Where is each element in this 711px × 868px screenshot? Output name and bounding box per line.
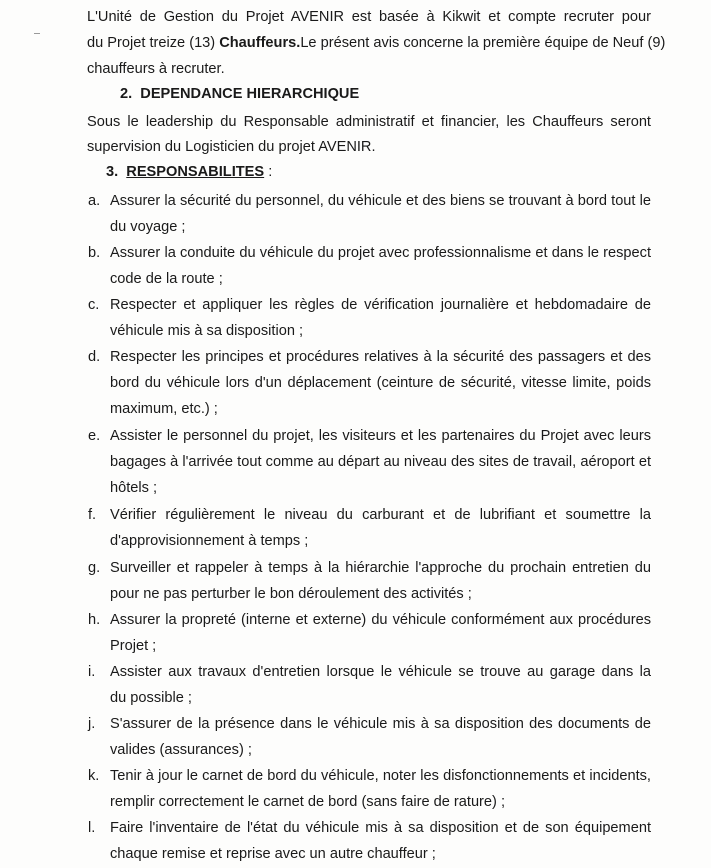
- list-item-letter: k.: [88, 768, 100, 784]
- list-item-text-line: remplir correctement le carnet de bord (sans faire de rature) ;: [110, 794, 506, 810]
- intro-line-3: chauffeurs à recruter.: [87, 61, 225, 77]
- list-item-text-line: Assurer la propreté (interne et externe) du véhicule conformément aux procédures: [110, 612, 651, 628]
- section-2-title: DEPENDANCE HIERARCHIQUE: [140, 86, 360, 102]
- list-item-text-line: véhicule mis à sa disposition ;: [110, 323, 304, 339]
- intro-text-tail: Le présent avis concerne la première équipe de Neuf (9): [300, 35, 666, 51]
- list-item-text-line: hôtels ;: [110, 480, 158, 496]
- list-item-text-line: bagages à l'arrivée tout comme au départ au niveau des sites de travail, aéroport et: [110, 454, 651, 470]
- intro-line-2-lead: [87, 33, 300, 53]
- list-item-letter: i.: [88, 664, 96, 680]
- section-3-number: 3.: [106, 164, 119, 180]
- section-2-heading: [120, 84, 359, 104]
- list-item-letter: j.: [88, 716, 96, 732]
- list-item-text-line: Faire l'inventaire de l'état du véhicule mis à sa disposition et de son équipement: [110, 820, 651, 836]
- list-item-text-line: Assurer la conduite du véhicule du projet avec professionnalisme et dans le respect: [110, 245, 651, 261]
- list-item-letter: h.: [88, 612, 101, 628]
- list-item-text-line: chaque remise et reprise avec un autre chauffeur ;: [110, 846, 436, 862]
- list-item-text-line: Projet ;: [110, 638, 157, 654]
- section-2-number: 2.: [120, 86, 133, 102]
- list-item-letter: l.: [88, 820, 96, 836]
- list-item-letter: a.: [88, 193, 101, 209]
- list-item-text-line: du voyage ;: [110, 219, 186, 235]
- list-item-text-line: Surveiller et rappeler à temps à la hiérarchie l'approche du prochain entretien du: [110, 560, 651, 576]
- intro-line-1: L'Unité de Gestion du Projet AVENIR est basée à Kikwit et compte recruter pour: [87, 9, 651, 25]
- list-item-text-line: valides (assurances) ;: [110, 742, 252, 758]
- list-item-text-line: bord du véhicule lors d'un déplacement (ceinture de sécurité, vitesse limite, poids: [110, 375, 651, 391]
- list-item-text-line: Assister aux travaux d'entretien lorsque le véhicule se trouve au garage dans la: [110, 664, 651, 680]
- list-item-letter: c.: [88, 297, 100, 313]
- list-item-text-line: code de la route ;: [110, 271, 223, 287]
- section-3-heading: [106, 162, 272, 182]
- section-3-title: RESPONSABILITES: [126, 164, 265, 180]
- list-item-text-line: d'approvisionnement à temps ;: [110, 533, 309, 549]
- section-2-line-1: Sous le leadership du Responsable administratif et financier, les Chauffeurs seront: [87, 114, 651, 130]
- list-item-text-line: du possible ;: [110, 690, 192, 706]
- list-item-text-line: maximum, etc.) ;: [110, 401, 218, 417]
- intro-line-2: [87, 33, 666, 53]
- list-item-text-line: Assurer la sécurité du personnel, du véhicule et des biens se trouvant à bord tout le: [110, 193, 651, 209]
- list-item-text-line: Tenir à jour le carnet de bord du véhicule, noter les disfonctionnements et incidents,: [110, 768, 651, 784]
- intro-text: du Projet treize (13): [87, 35, 220, 51]
- section-3-colon: :: [264, 164, 273, 180]
- section-2-line-2: supervision du Logisticien du projet AVENIR.: [87, 139, 376, 155]
- list-item-letter: e.: [88, 428, 101, 444]
- list-item-text-line: pour ne pas perturber le bon déroulement des activités ;: [110, 586, 472, 602]
- list-item-text-line: Respecter les principes et procédures relatives à la sécurité des passagers et des: [110, 349, 651, 365]
- scan-mark: [34, 33, 40, 34]
- list-item-text-line: S'assurer de la présence dans le véhicule mis à sa disposition des documents de: [110, 716, 651, 732]
- list-item-text-line: Assister le personnel du projet, les visiteurs et les partenaires du Projet avec leurs: [110, 428, 651, 444]
- chauffeurs-bold: Chauffeurs.: [219, 35, 301, 51]
- list-item-letter: d.: [88, 349, 101, 365]
- list-item-letter: f.: [88, 507, 97, 523]
- list-item-text-line: Vérifier régulièrement le niveau du carburant et de lubrifiant et soumettre la: [110, 507, 651, 523]
- list-item-text-line: Respecter et appliquer les règles de vérification journalière et hebdomadaire de: [110, 297, 651, 313]
- list-item-letter: g.: [88, 560, 101, 576]
- list-item-letter: b.: [88, 245, 101, 261]
